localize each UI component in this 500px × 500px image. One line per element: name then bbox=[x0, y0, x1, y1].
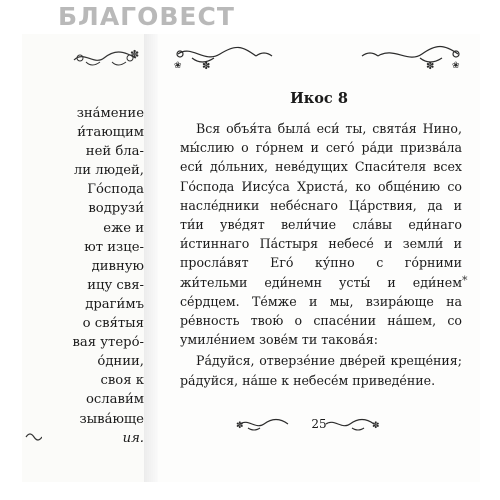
footer-ornament-right bbox=[322, 416, 382, 432]
svg-text:✽: ✽ bbox=[236, 421, 244, 431]
svg-text:✽: ✽ bbox=[426, 61, 435, 70]
page-number: 25 bbox=[311, 417, 327, 431]
watermark-text: БЛАГОВЕСТ bbox=[58, 2, 235, 31]
svg-text:❀: ❀ bbox=[452, 61, 460, 70]
header-ornament bbox=[172, 42, 464, 70]
svg-text:✽: ✽ bbox=[202, 61, 211, 70]
left-line: драги́мъ bbox=[85, 296, 144, 312]
left-line: ия. bbox=[122, 430, 144, 446]
left-line: водрузи́ bbox=[88, 201, 144, 217]
right-page bbox=[158, 34, 480, 482]
page-title: Икос 8 bbox=[290, 90, 348, 107]
left-corner-flower-icon bbox=[130, 48, 142, 60]
left-page bbox=[22, 34, 145, 482]
left-page-text bbox=[73, 104, 145, 448]
svg-text:✽: ✽ bbox=[372, 421, 380, 431]
left-line: и́тающим bbox=[77, 125, 144, 141]
margin-star-mark: * bbox=[462, 274, 468, 287]
left-line: зна́мение bbox=[76, 106, 144, 121]
svg-text:❀: ❀ bbox=[174, 61, 182, 70]
left-line: вая утеро́- bbox=[72, 335, 144, 351]
book-gutter bbox=[144, 34, 158, 482]
left-header-ornament bbox=[72, 48, 138, 68]
left-line: еже и bbox=[103, 220, 144, 236]
left-line: ицу свя- bbox=[87, 277, 144, 293]
left-line: Го́спода bbox=[87, 182, 144, 198]
kontakion-paragraph: Вся объя́та была́ еси́ ты, свята́я Нино, мы́слию о го́рнем и сего́ ра́ди призва́ла еси́ до́льних, неве́дущих Спаси́теля всех Го́спода Иису́са Христа́, ко обще́нию со насле́дники небе́снаго Ца́рствия, да и ти́и уве́дят вели́чие сла́вы еди́наго и́стиннаго Па́стыря небесе́ и земли́ и просла́вят Его́ ку́пно с го́рними жи́тельми еди́немн усты́ и еди́нем се́рдцем. Те́мже и мы, взира́юще на ре́вность твою́ о спасе́нии на́шем, со умиле́нием зове́м ти такова́я: bbox=[180, 121, 462, 348]
left-line: дивную bbox=[91, 258, 144, 274]
left-footer-ornament bbox=[24, 430, 42, 444]
left-line: своя к bbox=[100, 373, 144, 389]
body-text bbox=[180, 119, 462, 390]
left-line: ли людей, bbox=[73, 163, 144, 179]
left-line: ослави́м bbox=[85, 392, 144, 408]
left-line: зыва́юще bbox=[79, 411, 144, 427]
left-line: о свя́тыя bbox=[82, 316, 144, 332]
left-line: о́днии, bbox=[97, 354, 144, 370]
svg-text:✽: ✽ bbox=[130, 48, 140, 60]
left-line: ют изце- bbox=[84, 239, 144, 255]
left-line: ней бла- bbox=[85, 144, 144, 160]
salutation-paragraph: Ра́дуйся, отверзе́ние две́рей креще́ния; ра́дуйся, на́ше к небесе́м приведе́ние. bbox=[180, 353, 462, 388]
